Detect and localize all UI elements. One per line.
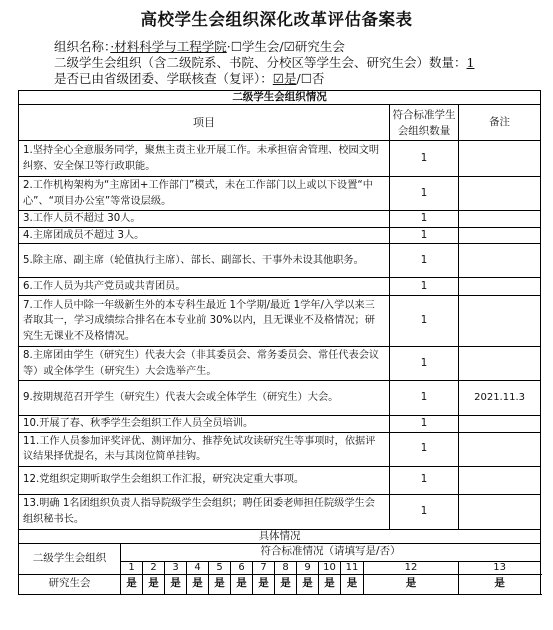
- item-text: 2.工作机构架构为“主席团+工作部门”模式，未在工作部门以上或以下设置“中心”、“项目办公室”等常设层级。: [19, 177, 390, 211]
- review-line: [54, 69, 324, 87]
- table-row: [19, 278, 541, 296]
- item-text: 5.除主席、副主席（轮值执行主席）、部长、副部长、干事外未设其他职务。: [19, 244, 390, 278]
- item-text: 6.工作人员为共产党员或共青团员。: [19, 278, 390, 296]
- section-header-row: [19, 91, 541, 105]
- std-value: 是: [364, 574, 459, 594]
- std-number: 10: [319, 561, 341, 574]
- item-count: 1: [390, 494, 459, 529]
- item-text: 1.坚持全心全意服务同学，聚焦主责主业开展工作。未承担宿舍管理、校园文明纠察、安全保卫等行政职能。: [19, 141, 390, 177]
- std-value: 是: [209, 574, 231, 594]
- item-text: 13.明确 1名团组织负责人指导院级学生会组织；聘任团委老师担任院级学生会组织秘书长。: [19, 494, 390, 529]
- org-count-value: 1: [466, 55, 475, 70]
- table-row: [19, 381, 541, 416]
- std-number: 1: [121, 561, 143, 574]
- item-note: [459, 347, 541, 381]
- detail-title: 具体情况: [19, 529, 541, 543]
- std-number: 12: [364, 561, 459, 574]
- col-header-item: 项目: [19, 105, 390, 141]
- item-count: 1: [390, 381, 459, 416]
- item-count: 1: [390, 296, 459, 347]
- col-header-note: 备注: [459, 105, 541, 141]
- std-number: 9: [297, 561, 319, 574]
- review-no-option: /☐否: [296, 71, 325, 86]
- detail-data-row: [19, 574, 541, 594]
- item-text: 10.开展了春、秋季学生会组织工作人员全员培训。: [19, 416, 390, 433]
- item-note: [459, 227, 541, 244]
- table-row: [19, 227, 541, 244]
- item-note: [459, 432, 541, 466]
- std-value: 是: [143, 574, 165, 594]
- item-text: 4.主席团成员不超过 3人。: [19, 227, 390, 244]
- std-number: 3: [165, 561, 187, 574]
- item-count: 1: [390, 177, 459, 211]
- item-count: 1: [390, 227, 459, 244]
- item-count: 1: [390, 278, 459, 296]
- table-row: [19, 296, 541, 347]
- std-value: 是: [319, 574, 341, 594]
- item-note: [459, 296, 541, 347]
- detail-org-header: 二级学生会组织: [19, 543, 121, 574]
- std-number: 11: [341, 561, 364, 574]
- std-number: 5: [209, 561, 231, 574]
- col-header-count: 符合标准学生会组织数量: [390, 105, 459, 141]
- org-name-label: 组织名称：: [54, 39, 111, 54]
- item-note: [459, 177, 541, 211]
- item-text: 8.主席团由学生（研究生）代表大会（非其委员会、常务委员会、常任代表会议等）或全体学生（研究生）大会选举产生。: [19, 347, 390, 381]
- std-number: 8: [275, 561, 297, 574]
- item-note: 2021.11.3: [459, 381, 541, 416]
- item-count: 1: [390, 244, 459, 278]
- page-title: 高校学生会组织深化改革评估备案表: [140, 10, 413, 29]
- item-count: 1: [390, 141, 459, 177]
- table-row: [19, 177, 541, 211]
- table-row: [19, 432, 541, 466]
- item-note: [459, 244, 541, 278]
- item-text: 7.工作人员中除一年级新生外的本专科生最近 1个学期/最近 1学年/入学以来三者取其一，学习成绩综合排名在本专业前 30%以内，且无课业不及格情况；研究生无课业不及格情况。: [19, 296, 390, 347]
- std-value: 是: [121, 574, 143, 594]
- item-note: [459, 416, 541, 433]
- column-header-row: [19, 105, 541, 141]
- std-number: 7: [253, 561, 275, 574]
- org-name-value: ·材料科学与工程学院: [110, 39, 227, 54]
- assessment-table: [18, 90, 541, 595]
- item-text: 9.按期规范召开学生（研究生）代表大会或全体学生（研究生）大会。: [19, 381, 390, 416]
- table-row: [19, 211, 541, 228]
- std-value: 是: [297, 574, 319, 594]
- item-note: [459, 278, 541, 296]
- std-value: 是: [187, 574, 209, 594]
- table-row: [19, 466, 541, 494]
- item-count: 1: [390, 347, 459, 381]
- std-value: 是: [231, 574, 253, 594]
- item-note: [459, 466, 541, 494]
- detail-subheader-row: [19, 543, 541, 561]
- std-number: 13: [459, 561, 541, 574]
- org-type-options: ·☐学生会/☑研究生会: [226, 39, 345, 54]
- item-count: 1: [390, 432, 459, 466]
- item-text: 11.工作人员参加评奖评优、测评加分、推荐免试攻读研究生等事项时，依据评议结果择优提名，未与其岗位简单挂钩。: [19, 432, 390, 466]
- section-title: 二级学生会组织情况: [19, 91, 541, 105]
- table-row: [19, 416, 541, 433]
- detail-std-header: 符合标准情况（请填写是/否）: [121, 543, 541, 561]
- item-count: 1: [390, 211, 459, 228]
- std-value: 是: [459, 574, 541, 594]
- review-label: 是否已由省级团委、学联核查（复评）：: [54, 71, 273, 86]
- org-count-label: 二级学生会组织（含二级院系、书院、分校区等学生会、研究生会）数量：: [54, 55, 467, 70]
- review-yes-option: ☑是: [272, 71, 297, 86]
- std-value: 是: [165, 574, 187, 594]
- table-row: [19, 141, 541, 177]
- table-row: [19, 347, 541, 381]
- std-number: 4: [187, 561, 209, 574]
- table-row: [19, 494, 541, 529]
- std-number: 6: [231, 561, 253, 574]
- item-text: 12.党组织定期听取学生会组织工作汇报，研究决定重大事项。: [19, 466, 390, 494]
- std-value: 是: [275, 574, 297, 594]
- detail-row-label: 研究生会: [19, 574, 121, 594]
- item-note: [459, 211, 541, 228]
- std-value: 是: [253, 574, 275, 594]
- std-number: 2: [143, 561, 165, 574]
- item-count: 1: [390, 466, 459, 494]
- detail-header-row: [19, 529, 541, 543]
- item-count: 1: [390, 416, 459, 433]
- item-note: [459, 494, 541, 529]
- item-note: [459, 141, 541, 177]
- item-text: 3.工作人员不超过 30人。: [19, 211, 390, 228]
- std-value: 是: [341, 574, 364, 594]
- table-row: [19, 244, 541, 278]
